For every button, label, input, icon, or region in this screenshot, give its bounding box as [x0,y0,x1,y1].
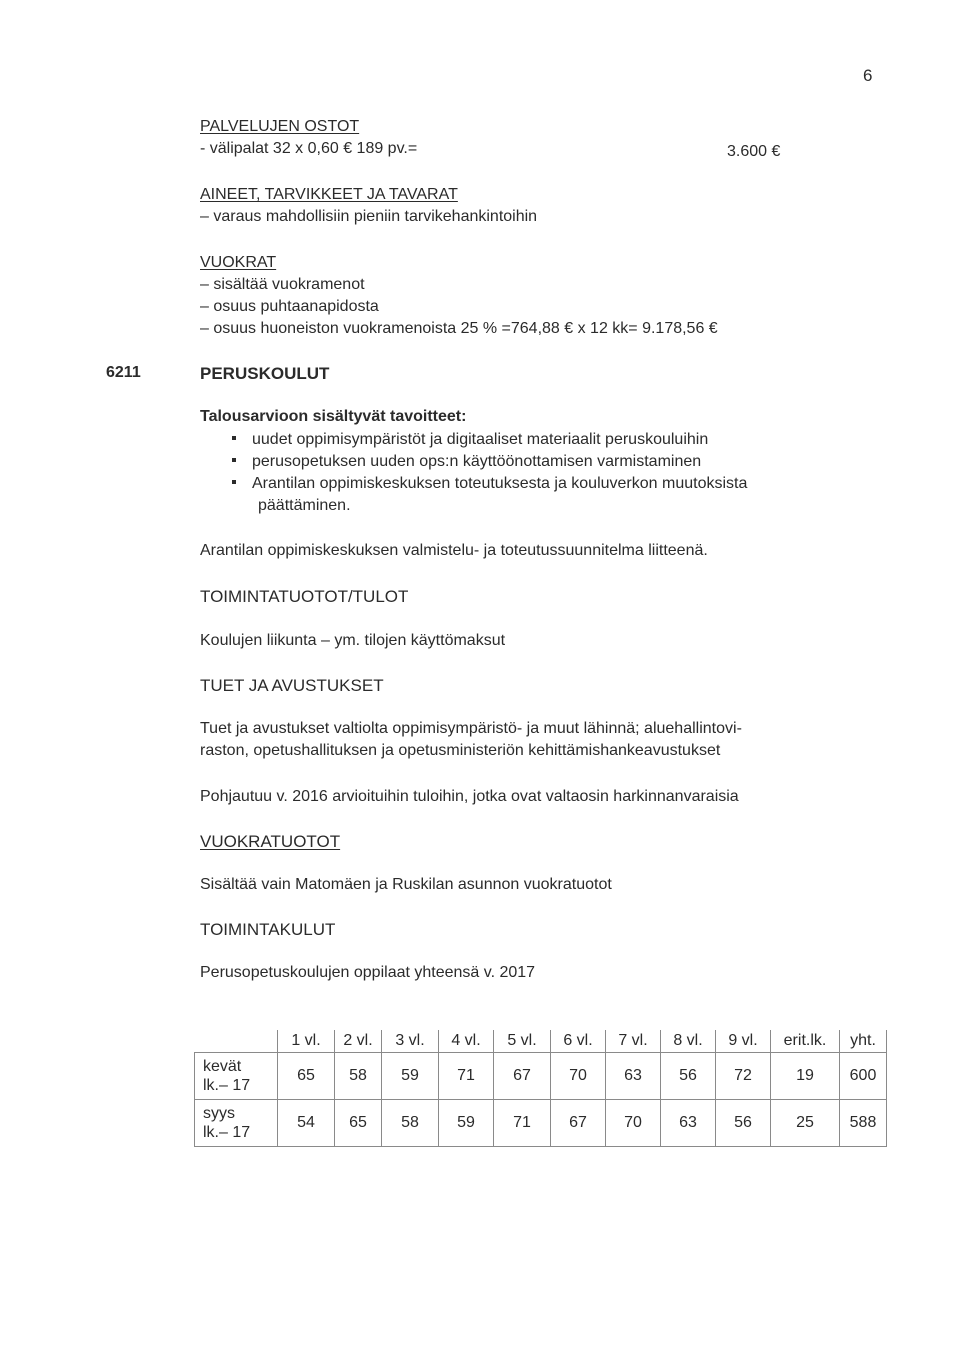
palvelujen-heading: PALVELUJEN OSTOT [200,118,360,135]
table-cell: 63 [661,1100,716,1147]
vuokrat-line-2: – osuus puhtaanapidosta [200,298,379,315]
pupil-count-table [194,1030,887,1147]
table-cell: 25 [771,1100,840,1147]
vuokrat-line-1: – sisältää vuokramenot [200,276,365,293]
tuet-heading: TUET JA AVUSTUKSET [200,676,384,695]
page-number: 6 [863,66,873,85]
pohjautuu-text: Pohjautuu v. 2016 arvioituihin tuloihin, jotka ovat valtaosin harkinnanvaraisia [200,788,739,805]
tuet-text-line-1: Tuet ja avustukset valtiolta oppimisympäristö- ja muut lähinnä; aluehallintovi- [200,720,742,737]
table-cell: 56 [661,1053,716,1100]
table-corner-cell [195,1030,278,1053]
column-header: 7 vl. [606,1030,661,1053]
table-cell: 600 [840,1053,887,1100]
table-cell: 71 [439,1053,494,1100]
tavoite-item-2 [232,453,701,471]
arantila-note: Arantilan oppimiskeskuksen valmistelu- ja toteutussuunnitelma liitteenä. [200,542,708,559]
tavoite-text-2: perusopetuksen uuden ops:n käyttöönottamisen varmistaminen [252,453,702,470]
table-row [195,1100,887,1147]
table-cell: 54 [278,1100,335,1147]
row-label [195,1100,278,1147]
table-cell: 65 [278,1053,335,1100]
column-header: 8 vl. [661,1030,716,1053]
table-cell: 58 [335,1053,382,1100]
aineet-heading: AINEET, TARVIKKEET JA TAVARAT [200,186,458,203]
row-label-line-2: lk.– 17 [203,1124,251,1141]
toimintakulut-text: Perusopetuskoulujen oppilaat yhteensä v. 2017 [200,964,536,981]
table-cell: 70 [606,1100,661,1147]
column-header: yht. [840,1030,887,1053]
table-cell: 58 [382,1100,439,1147]
table-cell: 59 [382,1053,439,1100]
table-cell: 72 [716,1053,771,1100]
tavoite-text-3: Arantilan oppimiskeskuksen toteutuksesta ja kouluverkon muutoksista [252,475,748,492]
toimintatuotot-text: Koulujen liikunta – ym. tilojen käyttömaksut [200,632,506,649]
table-cell: 70 [551,1053,606,1100]
row-label-line-1: syys [203,1105,235,1122]
palvelujen-amount: 3.600 € [727,143,781,160]
row-label-line-2: lk.– 17 [203,1077,251,1094]
column-header: 5 vl. [494,1030,551,1053]
column-header: erit.lk. [771,1030,840,1053]
column-header: 2 vl. [335,1030,382,1053]
palvelujen-line: - välipalat 32 x 0,60 € 189 pv.= [200,140,418,157]
column-header: 1 vl. [278,1030,335,1053]
aineet-line: – varaus mahdollisiin pieniin tarvikehankintoihin [200,208,538,225]
bullet-icon [232,436,236,440]
vuokratuotot-text: Sisältää vain Matomäen ja Ruskilan asunnon vuokratuotot [200,876,612,893]
tavoite-item-1 [232,431,708,449]
vuokrat-line-3: – osuus huoneiston vuokramenoista 25 % =764,88 € x 12 kk= 9.178,56 € [200,320,718,337]
section-title: PERUSKOULUT [200,364,330,383]
table-cell: 19 [771,1053,840,1100]
toimintatuotot-heading: TOIMINTATUOTOT/TULOT [200,587,409,606]
tuet-text-line-2: raston, opetushallituksen ja opetusministeriön kehittämishankeavustukset [200,742,721,759]
column-header: 6 vl. [551,1030,606,1053]
tavoite-item-3-continuation: päättäminen. [258,497,351,514]
table-cell: 59 [439,1100,494,1147]
table-cell: 65 [335,1100,382,1147]
column-header: 4 vl. [439,1030,494,1053]
table-cell: 56 [716,1100,771,1147]
table-header-row [195,1030,887,1053]
table-cell: 67 [494,1053,551,1100]
bullet-icon [232,458,236,462]
tavoite-item-3 [232,475,747,493]
row-label-line-1: kevät [203,1058,242,1075]
row-label [195,1053,278,1100]
vuokratuotot-heading: VUOKRATUOTOT [200,832,341,851]
table-cell: 71 [494,1100,551,1147]
tavoite-text-1: uudet oppimisympäristöt ja digitaaliset materiaalit peruskouluihin [252,431,709,448]
table-cell: 63 [606,1053,661,1100]
vuokrat-heading: VUOKRAT [200,254,277,271]
toimintakulut-heading: TOIMINTAKULUT [200,920,336,939]
table-row [195,1053,887,1100]
bullet-icon [232,480,236,484]
column-header: 3 vl. [382,1030,439,1053]
section-code: 6211 [106,364,141,381]
table-cell: 67 [551,1100,606,1147]
table-cell: 588 [840,1100,887,1147]
column-header: 9 vl. [716,1030,771,1053]
tavoitteet-heading: Talousarvioon sisältyvät tavoitteet: [200,408,467,425]
